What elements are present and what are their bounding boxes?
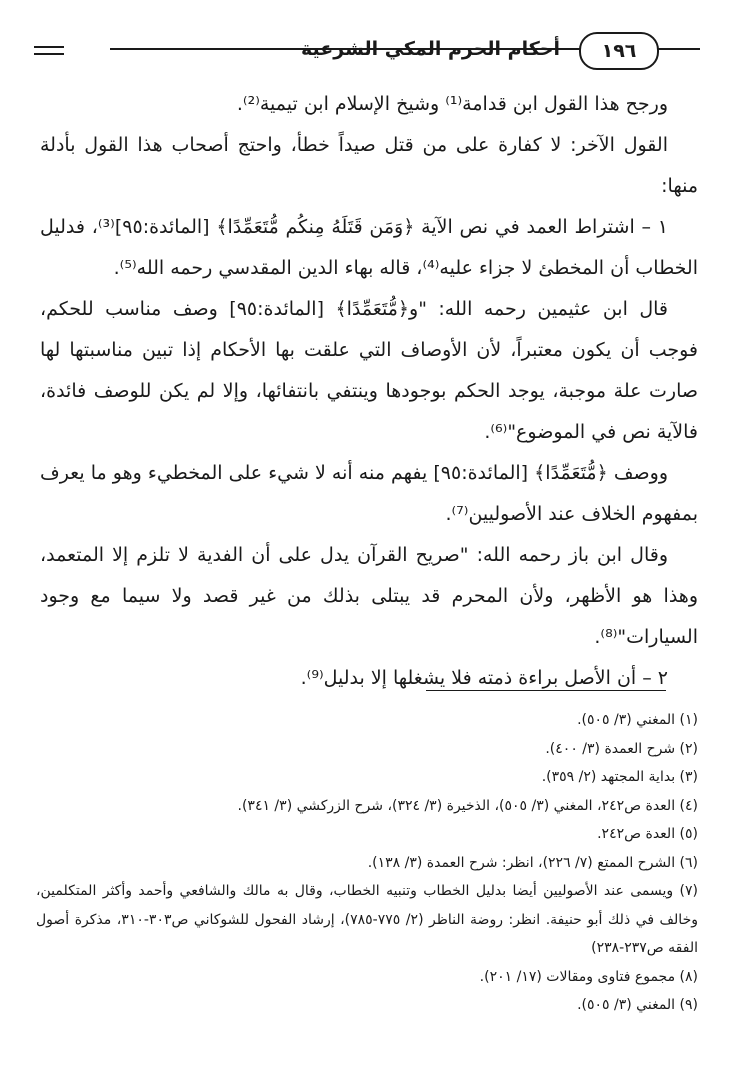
paragraph: ٢ – أن الأصل براءة ذمته فلا يشغلها إلا بدليل⁽⁹⁾. xyxy=(300,667,668,689)
footnote: (٨) مجموع فتاوى ومقالات (١٧/ ٢٠١). xyxy=(479,968,698,985)
running-title: أحكام الحرم المكي الشرعية xyxy=(301,38,560,60)
main-text xyxy=(40,84,698,699)
paragraph: قال ابن عثيمين رحمه الله: "و﴿مُّتَعَمِّدًا﴾ [المائدة:٩٥] وصف مناسب للحكم، فوجب أن يكون معتبراً، لأن الأوصاف التي علقت بها الأحكام إذا تبين مناسبتها لها صارت علة موجبة، يوجد الحكم بوجودها وينتفي بانتفائها، وإلا لم يكن للوصف فائدة، فالآية نص في الموضوع"⁽⁶⁾. xyxy=(40,298,698,443)
paragraph: القول الآخر: لا كفارة على من قتل صيداً خطأ، واحتج أصحاب هذا القول بأدلة منها: xyxy=(40,134,698,197)
footnote: (٤) العدة ص٢٤٢، المغني (٣/ ٥٠٥)، الذخيرة (٣/ ٣٢٤)، شرح الزركشي (٣/ ٣٤١). xyxy=(237,797,698,814)
footnote: (٣) بداية المجتهد (٢/ ٣٥٩). xyxy=(541,769,698,785)
footnote: (٥) العدة ص٢٤٢. xyxy=(597,826,698,842)
paragraph: وقال ابن باز رحمه الله: "صريح القرآن يدل على أن الفدية لا تلزم إلا المتعمد، وهذا هو الأظهر، ولأن المحرم قد يبتلى بذلك من غير قصد ولا سيما مع وجود السيارات"⁽⁸⁾. xyxy=(40,544,698,648)
paragraph: ورجح هذا القول ابن قدامة⁽¹⁾ وشيخ الإسلام ابن تيمية⁽²⁾. xyxy=(236,93,668,115)
paragraph: ١ – اشتراط العمد في نص الآية ﴿وَمَن قَتَلَهُ مِنكُم مُّتَعَمِّدًا﴾ [المائدة:٩٥]⁽³⁾، فدليل الخطاب أن المخطئ لا جزاء عليه⁽⁴⁾، قاله بهاء الدين المقدسي رحمه الله⁽⁵⁾. xyxy=(40,216,698,279)
footnote: (٩) المغني (٣/ ٥٠٥). xyxy=(577,997,698,1013)
footnote-separator xyxy=(426,690,666,691)
footnote: (٦) الشرح الممتع (٧/ ٢٢٦)، انظر: شرح العمدة (٣/ ١٣٨). xyxy=(367,854,698,871)
footnotes xyxy=(36,706,698,1020)
page-number: ١٩٦ xyxy=(579,32,659,70)
paragraph: ووصف ﴿مُّتَعَمِّدًا﴾ [المائدة:٩٥] يفهم منه أنه لا شيء على المخطيء وهو ما يعرف بمفهوم الخلاف عند الأصوليين⁽⁷⁾. xyxy=(40,462,698,525)
header-double-rule xyxy=(34,46,64,60)
page-header xyxy=(40,14,700,62)
footnote: (٢) شرح العمدة (٣/ ٤٠٠). xyxy=(545,740,698,757)
footnote: (١) المغني (٣/ ٥٠٥). xyxy=(577,712,698,728)
header-rule-right xyxy=(653,48,700,50)
footnote: (٧) ويسمى عند الأصوليين أيضا بدليل الخطاب وتنبيه الخطاب، وقال به مالك والشافعي وأحمد وأكثر المتكلمين، وخالف في ذلك أبو حنيفة. انظر: روضة الناظر (٢/ ٧٧٥-٧٨٥)، إرشاد الفحول للشوكاني ص٣٠٣-٣١٠، مذكرة أصول الفقه ص٢٣٧-٢٣٨) xyxy=(36,883,698,956)
